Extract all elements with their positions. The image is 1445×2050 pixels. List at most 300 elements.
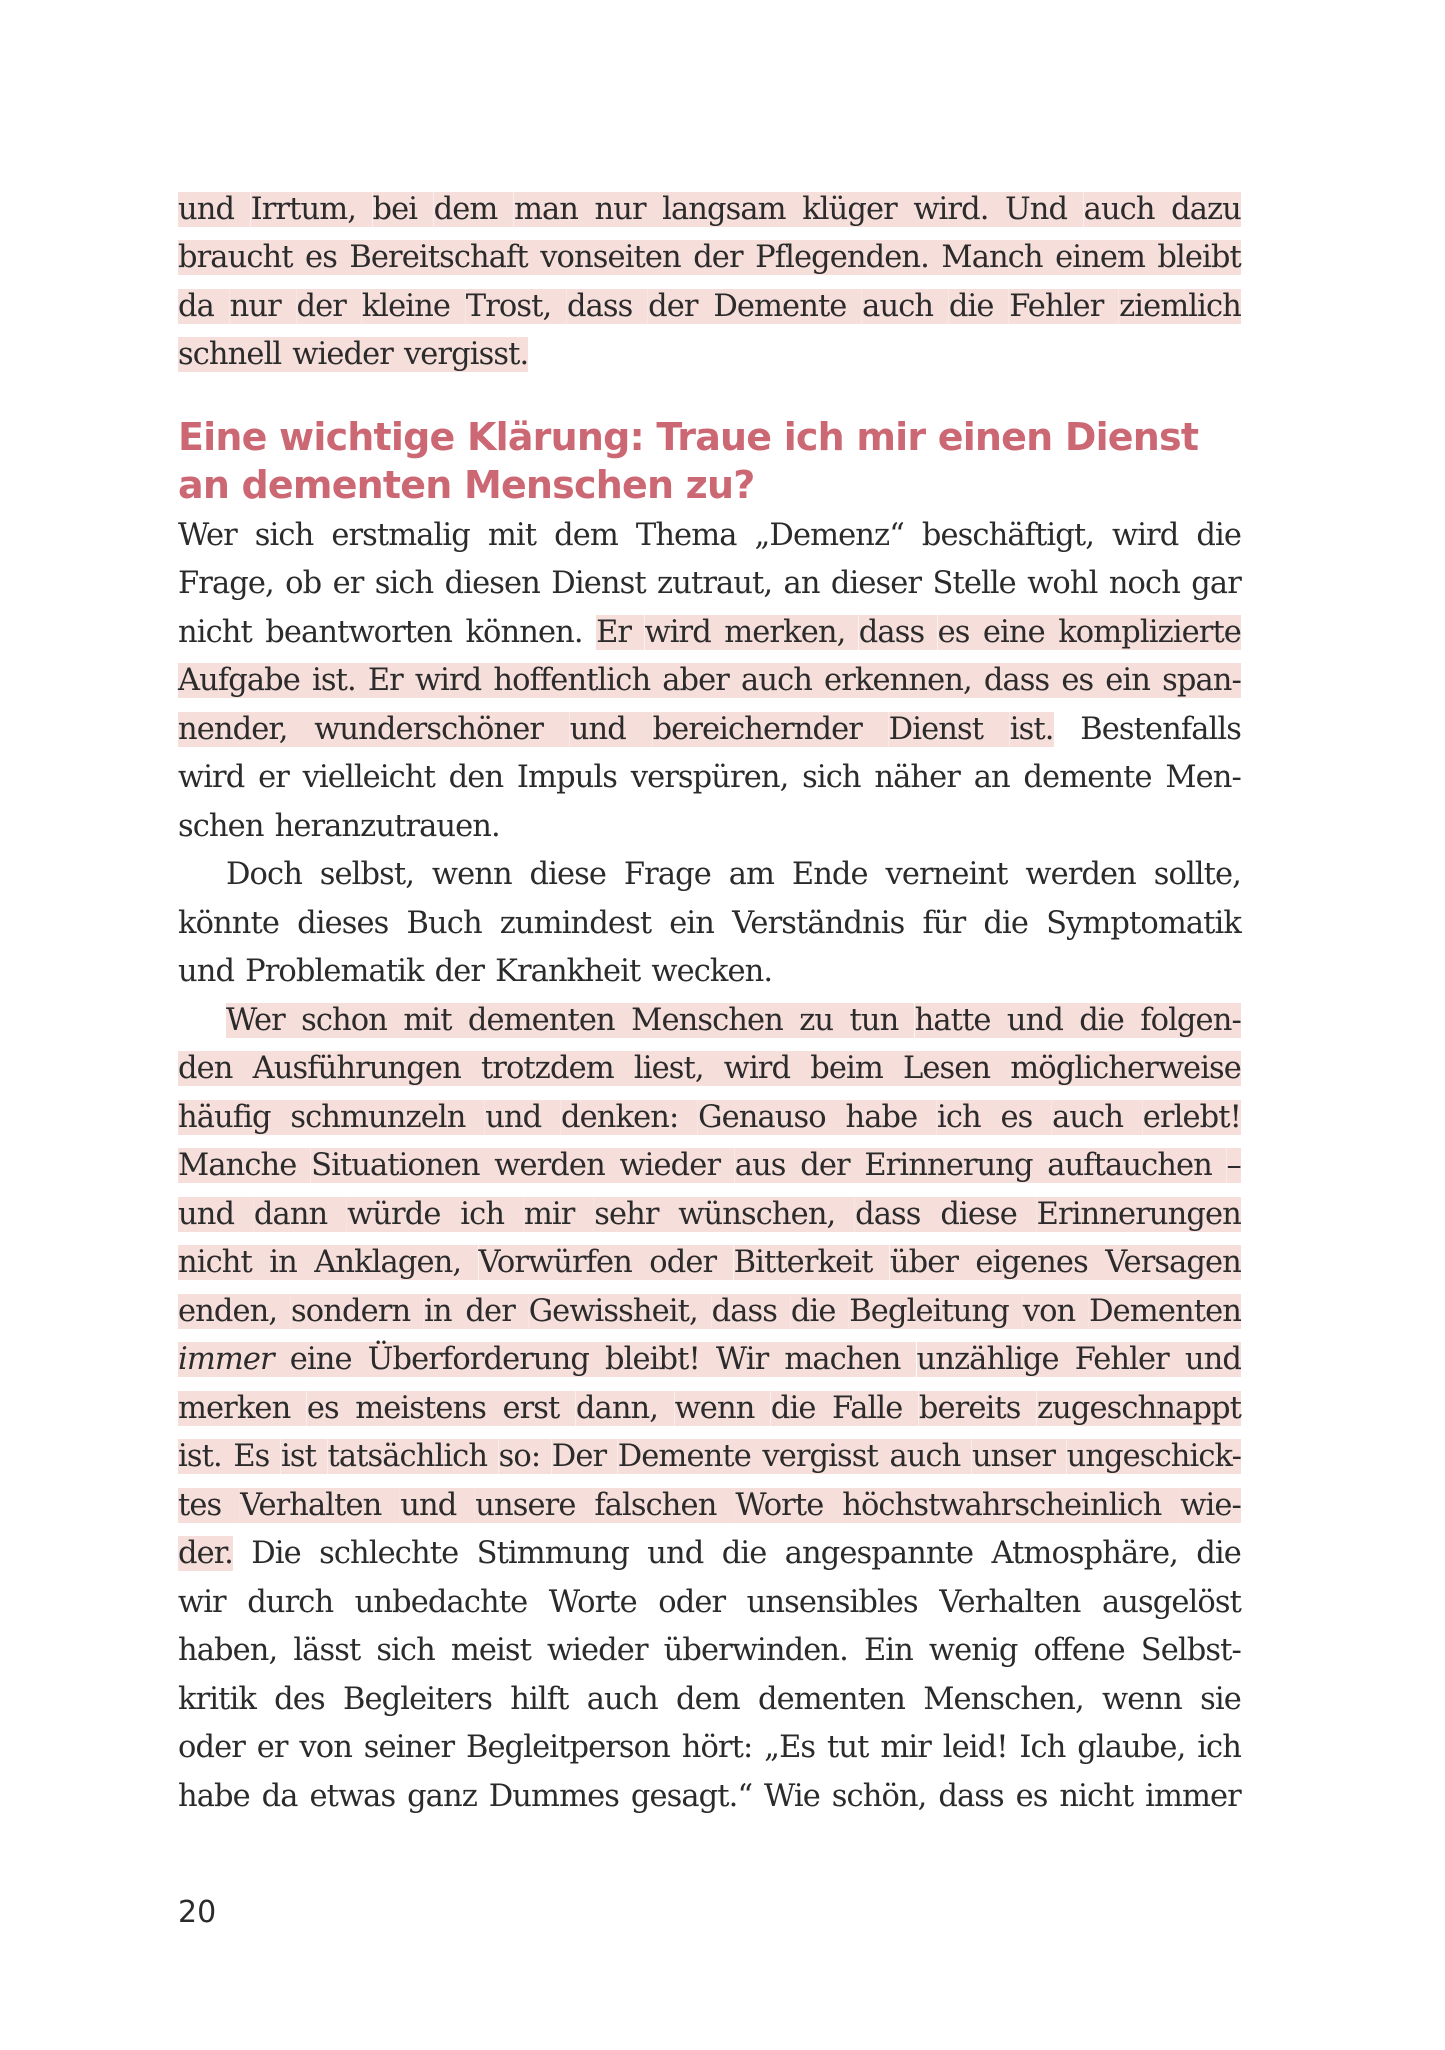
text-line: [178, 705, 1241, 754]
word: „Demenz“: [754, 517, 904, 553]
word: unzählige: [916, 1342, 1059, 1378]
word: habe: [845, 1099, 918, 1135]
word: Men-: [1165, 760, 1241, 796]
word: diesen: [444, 566, 540, 602]
word: über: [889, 1245, 959, 1281]
word: Problematik: [245, 954, 424, 990]
word: Ende: [791, 857, 868, 893]
word: in: [269, 1245, 297, 1281]
word: aber: [662, 663, 729, 699]
word: zu: [799, 1002, 834, 1038]
word: Begleitung: [849, 1293, 1009, 1329]
word: Demente: [713, 288, 847, 324]
word: ziemlich: [1119, 288, 1241, 324]
word: der: [693, 240, 743, 276]
word: den: [448, 760, 504, 796]
word: bei: [372, 191, 418, 227]
word: könnte: [178, 905, 280, 941]
word: höchstwahrscheinlich: [842, 1487, 1162, 1523]
word: an: [783, 566, 820, 602]
word: ich: [460, 1196, 505, 1232]
word: sie: [1200, 1681, 1241, 1717]
word: Impuls: [516, 760, 618, 796]
word: sich: [254, 517, 314, 553]
word: zumindest: [499, 905, 652, 941]
text-line: [178, 1627, 1241, 1676]
word: langsam: [662, 191, 786, 227]
word: dass: [855, 1196, 921, 1232]
word: Stimmung: [476, 1536, 629, 1572]
word: sehr: [594, 1196, 659, 1232]
word: beschäftigt,: [921, 517, 1095, 553]
text-line: [178, 754, 1241, 803]
text-line: [178, 1530, 1241, 1579]
word: durch: [247, 1584, 334, 1620]
word: eine: [982, 614, 1045, 650]
word: es: [1061, 663, 1094, 699]
word: Und: [1004, 191, 1068, 227]
word: gar: [1191, 566, 1241, 602]
word: lässt: [293, 1633, 361, 1669]
word: wieder: [292, 337, 393, 373]
word: zutraut,: [657, 566, 773, 602]
word: kleine: [361, 288, 451, 324]
word: dass: [938, 1778, 1004, 1814]
word: einem: [1055, 240, 1145, 276]
word: meistens: [355, 1390, 486, 1426]
word: ein: [669, 905, 715, 941]
word: von: [1022, 1293, 1076, 1329]
word: Buch: [406, 905, 482, 941]
word: Ich: [1019, 1730, 1066, 1766]
word: und: [1006, 1002, 1063, 1038]
word: ist: [280, 1439, 316, 1475]
word: dass: [858, 614, 925, 650]
word: schnell: [178, 337, 282, 373]
word: Die: [251, 1536, 301, 1572]
word: schmunzeln: [290, 1099, 466, 1135]
word: Stelle: [932, 566, 1016, 602]
word: unsere: [475, 1487, 576, 1523]
word: Aufgabe: [178, 663, 300, 699]
word: er: [332, 566, 364, 602]
word: liest,: [633, 1051, 704, 1087]
word: Wie: [764, 1778, 820, 1814]
word: oder: [178, 1730, 245, 1766]
word: es: [937, 614, 970, 650]
word: sollte,: [1153, 857, 1241, 893]
word: nur: [229, 288, 281, 324]
text-line: [178, 1578, 1241, 1627]
word: ganz: [407, 1778, 477, 1814]
word: und: [647, 1536, 704, 1572]
word: Ausführungen: [252, 1051, 461, 1087]
word: immer: [178, 1342, 274, 1378]
word: klüger: [802, 191, 897, 227]
word: Wer: [178, 517, 237, 553]
word: bereichernder: [652, 711, 862, 747]
paragraph-continued: [178, 185, 1241, 379]
word: Bitterkeit: [733, 1245, 873, 1281]
word: werden: [1025, 857, 1136, 893]
word: würde: [347, 1196, 441, 1232]
word: dem: [433, 191, 498, 227]
text-line: [178, 1239, 1241, 1288]
word: tatsächlich: [327, 1439, 488, 1475]
word: Atmosphäre,: [991, 1536, 1178, 1572]
word: Es: [233, 1439, 270, 1475]
text-line: [178, 851, 1241, 900]
word: schön,: [831, 1778, 927, 1814]
word: erkennen,: [824, 663, 972, 699]
word: Wir: [715, 1342, 769, 1378]
word: eine: [289, 1342, 352, 1378]
word: die: [721, 1536, 767, 1572]
word: an: [973, 760, 1010, 796]
word: machen: [784, 1342, 901, 1378]
word: dieses: [297, 905, 389, 941]
word: verspüren,: [630, 760, 789, 796]
word: Worte: [735, 1487, 824, 1523]
word: näher: [874, 760, 960, 796]
text-line: [178, 657, 1241, 706]
word: Überforderung: [367, 1342, 590, 1378]
section-heading: [178, 413, 1241, 509]
word: trotzdem: [480, 1051, 614, 1087]
text-line: [178, 282, 1241, 331]
word: angespannte: [784, 1536, 974, 1572]
word: Bereitschaft: [349, 240, 528, 276]
word: Genauso: [698, 1099, 826, 1135]
word: da: [261, 1778, 298, 1814]
word: sondern: [291, 1293, 411, 1329]
word: Symptomatik: [1046, 905, 1241, 941]
word: auch: [741, 663, 812, 699]
text-line: [178, 1045, 1241, 1094]
word: wunderschöner: [314, 711, 544, 747]
word: schon: [301, 1002, 387, 1038]
text-line: [178, 185, 1241, 234]
text-line: [178, 996, 1241, 1045]
word: Frage,: [178, 566, 274, 602]
word: auftauchen: [1047, 1148, 1212, 1184]
word: und: [569, 711, 626, 747]
word: merken: [178, 1390, 291, 1426]
word: wenn: [1102, 1681, 1182, 1717]
word: unbedachte: [354, 1584, 528, 1620]
word: Fehler: [1009, 288, 1104, 324]
word: dieser: [830, 566, 922, 602]
word: die: [790, 1293, 836, 1329]
word: Trost,: [465, 288, 552, 324]
word: habe: [178, 1778, 250, 1814]
word: demente: [1023, 760, 1152, 796]
word: ich: [1197, 1730, 1241, 1766]
text-line: [178, 1772, 1241, 1821]
word: Doch: [226, 857, 302, 893]
word: Erinnerung: [864, 1148, 1033, 1184]
word: da: [178, 288, 214, 324]
word: dass: [983, 663, 1050, 699]
word: es: [1015, 1778, 1048, 1814]
text-line: [178, 899, 1241, 948]
word: Er: [596, 614, 632, 650]
word: wenig: [928, 1633, 1018, 1669]
text-line: [178, 1481, 1241, 1530]
word: und: [485, 1099, 542, 1135]
page-number: 20: [178, 1895, 217, 1930]
word: oder: [649, 1245, 717, 1281]
word: wieder: [546, 1633, 648, 1669]
word: etwas: [309, 1778, 396, 1814]
word: leid!: [942, 1730, 1008, 1766]
text-line: [178, 234, 1241, 283]
word: Thema: [635, 517, 737, 553]
word: oder: [658, 1584, 726, 1620]
word: wecken.: [651, 954, 773, 990]
word: nur: [594, 191, 646, 227]
word: hört:: [681, 1730, 753, 1766]
word: dem: [554, 517, 618, 553]
word: Situationen: [311, 1148, 480, 1184]
word: wohl: [1027, 566, 1098, 602]
word: Begleitperson: [465, 1730, 670, 1766]
word: beim: [810, 1051, 883, 1087]
word: tut: [827, 1730, 869, 1766]
word: nicht: [1059, 1778, 1134, 1814]
word: hoffentlich: [493, 663, 651, 699]
word: ein: [1105, 663, 1151, 699]
heading-line-2: an dementen Menschen zu?: [178, 463, 755, 507]
text-line: [178, 608, 1241, 657]
word: bereits: [918, 1390, 1021, 1426]
word: tun: [849, 1002, 899, 1038]
paragraph-2: [178, 851, 1241, 997]
word: den: [178, 1051, 233, 1087]
page-body: [178, 185, 1241, 1821]
word: und: [400, 1487, 457, 1523]
word: seiner: [363, 1730, 455, 1766]
word: der: [800, 1148, 850, 1184]
word: der: [296, 288, 346, 324]
word: die: [1079, 1002, 1124, 1038]
word: am: [728, 857, 775, 893]
word: er: [258, 760, 289, 796]
word: für: [922, 905, 966, 941]
word: wird: [178, 760, 245, 796]
word: dem: [675, 1681, 740, 1717]
word: heranzutrauen.: [274, 808, 500, 844]
word: es: [306, 1390, 339, 1426]
text-line: [178, 802, 1241, 851]
text-line: [178, 1675, 1241, 1724]
text-line: [178, 1093, 1241, 1142]
word: die: [1196, 1536, 1241, 1572]
word: Wer: [226, 1002, 285, 1038]
word: sich: [374, 566, 434, 602]
text-line: [178, 1384, 1241, 1433]
text-line: [178, 560, 1241, 609]
word: Verständnis: [732, 905, 905, 941]
word: dazu: [1171, 191, 1241, 227]
word: wenn: [431, 857, 512, 893]
word: möglicherweise: [1010, 1051, 1241, 1087]
word: wieder: [619, 1148, 721, 1184]
word: schlechte: [319, 1536, 459, 1572]
word: Dienst: [888, 711, 984, 747]
word: ausgelöst: [1102, 1584, 1241, 1620]
word: es: [1000, 1099, 1033, 1135]
word: und: [1184, 1342, 1241, 1378]
word: dass: [711, 1293, 778, 1329]
word: vergisst.: [403, 337, 529, 373]
word: Vorwürfen: [478, 1245, 632, 1281]
word: dementen: [467, 1002, 615, 1038]
word: es: [305, 240, 337, 276]
word: Manch: [941, 240, 1043, 276]
word: wird: [1112, 517, 1179, 553]
word: Der: [551, 1439, 607, 1475]
word: Bestenfalls: [1080, 711, 1241, 747]
word: aus: [734, 1148, 786, 1184]
word: wenn: [674, 1390, 755, 1426]
word: und: [178, 191, 235, 227]
word: dann,: [575, 1390, 659, 1426]
heading-line-1: Eine wichtige Klärung: Traue ich mir einen Dienst: [178, 415, 1199, 459]
word: Frage: [623, 857, 711, 893]
word: Dementen: [1089, 1293, 1241, 1329]
word: Er: [367, 663, 403, 699]
word: Versagen: [1105, 1245, 1241, 1281]
word: verneint: [885, 857, 1008, 893]
word: überwinden.: [663, 1633, 848, 1669]
word: unser: [971, 1439, 1056, 1475]
word: Worte: [548, 1584, 637, 1620]
word: ist.: [312, 663, 356, 699]
word: Krankheit: [495, 954, 641, 990]
word: Falle: [832, 1390, 903, 1426]
word: wie-: [1180, 1487, 1241, 1523]
word: braucht: [178, 240, 293, 276]
text-line: [178, 1142, 1241, 1191]
word: selbst,: [319, 857, 415, 893]
word: diese: [940, 1196, 1017, 1232]
word: vonseiten: [540, 240, 681, 276]
word: Dummes: [488, 1778, 619, 1814]
word: wird: [414, 663, 482, 699]
text-line: [178, 1287, 1241, 1336]
word: immer: [1145, 1778, 1241, 1814]
word: noch: [1108, 566, 1180, 602]
word: Anklagen,: [314, 1245, 462, 1281]
word: nender,: [178, 711, 288, 747]
word: glaube,: [1077, 1730, 1186, 1766]
word: Verhalten: [939, 1584, 1081, 1620]
word: der: [648, 288, 698, 324]
word: Lesen: [903, 1051, 991, 1087]
text-line: [178, 948, 1241, 997]
word: –: [1226, 1148, 1241, 1184]
word: haben,: [178, 1633, 278, 1669]
word: komplizierte: [1058, 614, 1241, 650]
word: und: [178, 1196, 235, 1232]
text-line: [178, 331, 1241, 380]
word: die: [983, 905, 1028, 941]
word: Menschen,: [923, 1681, 1084, 1717]
word: gesagt.“: [630, 1778, 753, 1814]
word: eigenes: [975, 1245, 1088, 1281]
word: meist: [450, 1633, 531, 1669]
word: dass: [567, 288, 633, 324]
word: folgen-: [1140, 1002, 1241, 1038]
word: so:: [498, 1439, 541, 1475]
word: auch: [586, 1681, 658, 1717]
word: können.: [465, 614, 583, 650]
word: unsensibles: [746, 1584, 918, 1620]
word: werden: [494, 1148, 605, 1184]
word: mit: [403, 1002, 452, 1038]
word: Gewissheit,: [528, 1293, 698, 1329]
word: dann: [253, 1196, 328, 1232]
word: auch: [1052, 1099, 1124, 1135]
word: Ein: [863, 1633, 913, 1669]
word: kritik: [178, 1681, 256, 1717]
word: ob: [285, 566, 322, 602]
word: hilft: [510, 1681, 569, 1717]
word: vergisst: [762, 1439, 878, 1475]
word: Demente: [617, 1439, 751, 1475]
word: des: [274, 1681, 325, 1717]
paragraph-3: [178, 996, 1241, 1821]
text-line: [178, 1433, 1241, 1482]
word: schen: [178, 808, 264, 844]
word: falschen: [594, 1487, 717, 1523]
word: span-: [1162, 663, 1241, 699]
word: auch: [1083, 191, 1155, 227]
word: und: [178, 954, 235, 990]
word: wird: [644, 614, 711, 650]
word: erstmalig: [331, 517, 470, 553]
word: Pflegenden.: [755, 240, 929, 276]
word: mir: [880, 1730, 931, 1766]
word: Begleiters: [342, 1681, 493, 1717]
word: hatte: [914, 1002, 991, 1038]
word: der: [465, 1293, 515, 1329]
word: sich: [376, 1633, 435, 1669]
word: denken:: [561, 1099, 679, 1135]
word: ungeschick-: [1066, 1439, 1241, 1475]
word: nicht: [178, 614, 252, 650]
word: die: [770, 1390, 816, 1426]
word: mit: [487, 517, 537, 553]
word: Selbst-: [1140, 1633, 1241, 1669]
word: häufig: [178, 1099, 271, 1135]
word: man: [513, 191, 578, 227]
word: nicht: [178, 1245, 252, 1281]
word: erlebt!: [1142, 1099, 1241, 1135]
word: offene: [1033, 1633, 1125, 1669]
word: mir: [523, 1196, 575, 1232]
word: merken,: [724, 614, 846, 650]
word: Manche: [178, 1148, 297, 1184]
word: wird: [723, 1051, 791, 1087]
word: enden,: [178, 1293, 278, 1329]
word: erst: [502, 1390, 560, 1426]
word: vielleicht: [302, 760, 435, 796]
word: dementen: [758, 1681, 905, 1717]
word: wünschen,: [678, 1196, 836, 1232]
word: tes: [178, 1487, 222, 1523]
